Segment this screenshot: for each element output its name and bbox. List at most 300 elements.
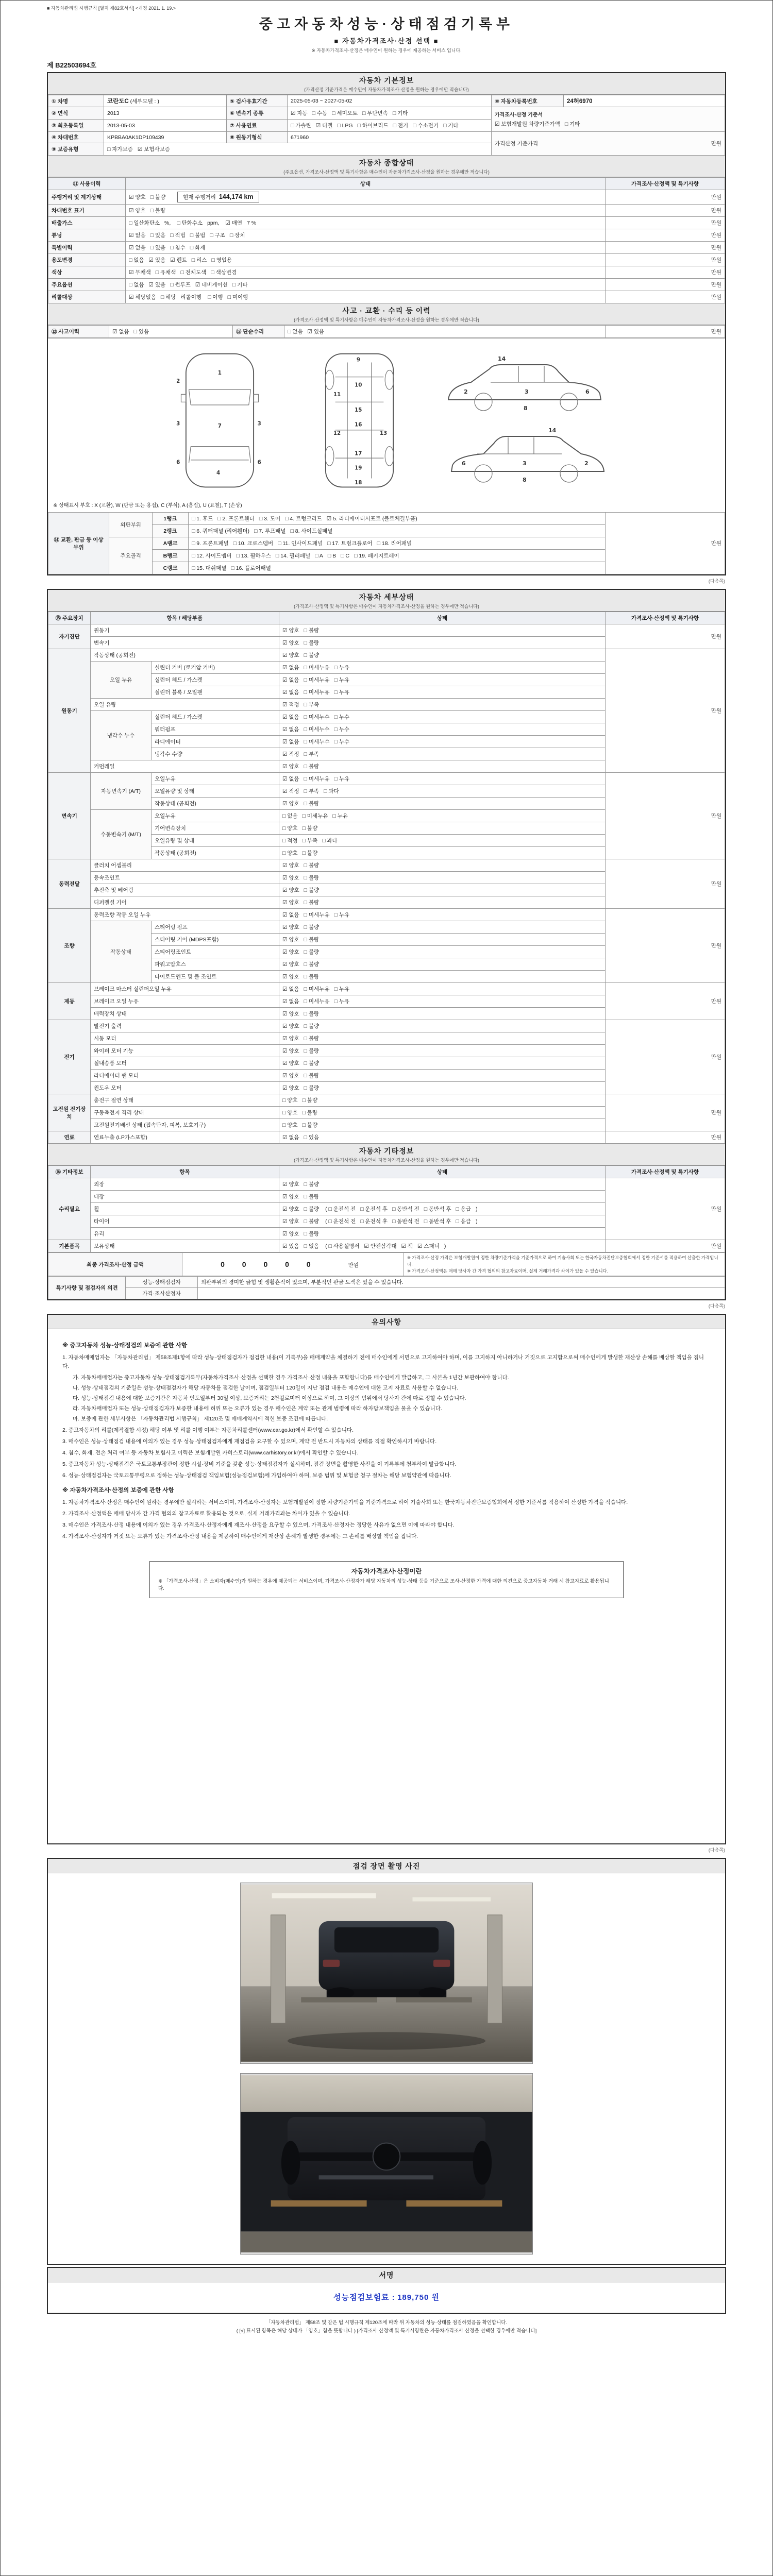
unchecked-checkbox[interactable]: □ 해당 [160,294,176,300]
unchecked-checkbox[interactable]: □ 운전석 후 [360,1218,388,1225]
checked-checkbox[interactable]: ☑ 매연 [225,220,243,226]
unchecked-checkbox[interactable]: □ 8. 사이드실패널 [290,528,333,534]
unchecked-checkbox[interactable]: □ 양호 [282,850,298,856]
device-label: 수리필요 [48,1178,91,1240]
unchecked-checkbox[interactable]: □ 누유 [334,665,350,671]
car-underbody-diagram [301,346,417,495]
unchecked-checkbox[interactable]: □ 불량 [304,1011,320,1017]
unchecked-checkbox[interactable]: □ 없음 [304,1243,320,1249]
device-label: 전기 [48,1020,91,1094]
state-checks [180,269,241,276]
unchecked-checkbox[interactable]: □ 양호 [282,825,298,832]
checked-checkbox[interactable]: ☑ 없음 [282,714,299,720]
unchecked-checkbox[interactable]: □ 없음 [282,813,298,819]
unchecked-checkbox[interactable]: □ 불량 [304,1048,320,1054]
checked-checkbox[interactable]: ☑ 해당없음 [129,294,156,300]
unchecked-checkbox[interactable]: □ 색상변경 [211,269,237,276]
checked-checkbox[interactable]: ☑ 스패너 [417,1243,440,1249]
item-label: 고전원전기배선 상태 (접속단자, 피복, 보호기구) [91,1119,279,1131]
item-state [279,760,606,773]
base-price-label: 가격산정 기준가격 [495,141,539,147]
unchecked-checkbox[interactable]: □ 불량 [304,875,320,881]
unchecked-checkbox[interactable]: □ 불량 [304,1073,320,1079]
side-number-front-fender-2: 2 [584,460,589,467]
unchecked-checkbox[interactable]: □ 불량 [304,1085,320,1091]
overall-header-row [48,178,725,190]
detail-header-item: 항목 / 해당부품 [91,612,279,624]
exchange-rank-table [48,512,725,574]
unchecked-checkbox[interactable]: □ 이행 [208,294,223,300]
unchecked-checkbox[interactable]: □ 미세누수 [304,739,330,745]
item-label: 작동상태 (공회전) [152,798,279,810]
checked-checkbox[interactable]: ☑ 적정 [282,751,299,757]
unchecked-checkbox[interactable]: □ 불량 [302,1110,318,1116]
unchecked-checkbox[interactable]: □ 7. 루프패널 [254,528,286,534]
unchecked-checkbox[interactable]: □ 없음 [129,282,144,288]
unchecked-checkbox[interactable]: □ 미세누유 [302,813,328,819]
extra-checks: ( □ 사용설명서 ☑ 안전삼각대 ☑ 잭 ☑ 스패너 ) [325,1243,446,1249]
state-text: 7 % [247,220,257,226]
unchecked-checkbox[interactable]: □ 장치 [229,232,245,239]
unchecked-checkbox[interactable]: □ 미세누유 [304,689,330,696]
unchecked-checkbox[interactable]: □ 17. 트렁크플로어 [327,540,373,547]
diagram-number-trunk-floor: 17 [355,450,362,457]
checked-checkbox[interactable]: ☑ 양호 [282,640,299,646]
unchecked-checkbox[interactable]: □ 썬루프 [170,282,191,288]
rank-items [189,525,606,537]
basic-row-4 [48,132,725,143]
unchecked-checkbox[interactable]: □ 누유 [334,998,350,1005]
simple-repair-checks [284,326,606,338]
diagram-number-cross-member: 10 [355,382,362,388]
unchecked-checkbox[interactable]: □ 동반석 후 [424,1218,451,1225]
unchecked-checkbox[interactable]: □ 불량 [304,937,320,943]
unchecked-checkbox[interactable]: □ 누수 [334,739,350,745]
unchecked-checkbox[interactable]: □ 과다 [324,788,339,794]
unchecked-checkbox[interactable]: □ 불량 [302,1122,318,1128]
unchecked-checkbox[interactable]: □ 불량 [150,208,166,214]
unchecked-checkbox[interactable]: □ 수소전기 [413,123,439,129]
item-state [279,859,606,872]
state-checks [129,208,170,214]
checked-checkbox[interactable]: ☑ 있음 [148,257,166,263]
item-state [279,1215,606,1228]
unchecked-checkbox[interactable]: □ 불량 [304,764,320,770]
unchecked-checkbox[interactable]: □ 불량 [150,194,166,200]
unchecked-checkbox[interactable]: □ 동반석 전 [392,1206,419,1212]
unchecked-checkbox[interactable]: □ 불량 [304,1218,320,1225]
checked-checkbox[interactable]: ☑ 안전삼각대 [364,1243,397,1249]
car-side-views [441,352,611,488]
unchecked-checkbox[interactable]: □ 9. 프론트패널 [192,540,229,547]
unchecked-checkbox[interactable]: □ 양호 [282,1110,298,1116]
overall-header-state: 상태 [126,178,606,190]
item-label: 외장 [91,1178,279,1191]
checked-checkbox[interactable]: ☑ 없음 [282,726,299,733]
checked-checkbox[interactable]: ☑ 보험사보증 [137,146,170,152]
unchecked-checkbox[interactable]: □ 불량 [304,924,320,930]
notice-subitem: 다. 성능·상태점검 내용에 대한 보증기간은 자동차 인도일부터 30일 이상, 보증거리는 2천킬로미터 이상으로 하며, 그 이상의 범위에서 당사자 간에 따로 정할 수 있습니다. [73,1395,466,1401]
item-state [279,810,606,822]
item-label: 내장 [91,1191,279,1203]
accident-price-cell: 만원 [606,326,725,338]
rank-items [189,513,606,525]
item-state [279,946,606,958]
unchecked-checkbox[interactable]: □ 15. 대쉬패널 [192,565,227,571]
etc-header-row [48,1166,725,1178]
unchecked-checkbox[interactable]: □ LPG [337,123,353,129]
checked-checkbox[interactable]: ☑ 양호 [282,900,299,906]
checked-checkbox[interactable]: ☑ 양호 [282,937,299,943]
unchecked-checkbox[interactable]: □ 기타 [232,282,248,288]
unchecked-checkbox[interactable]: □ 불법 [190,232,206,239]
unchecked-checkbox[interactable]: □ 불량 [304,961,320,968]
unchecked-checkbox[interactable]: □ 불량 [304,1194,320,1200]
checked-checkbox[interactable]: ☑ 양호 [282,1073,299,1079]
checked-checkbox[interactable]: ☑ 양호 [282,1181,299,1188]
unchecked-checkbox[interactable]: □ 불량 [304,900,320,906]
opinion-appraiser-text [198,1288,725,1299]
unchecked-checkbox[interactable]: □ 불량 [304,801,320,807]
item-state [279,872,606,884]
diagram-number-front-panel: 9 [356,357,361,363]
checked-checkbox[interactable]: ☑ 양호 [282,961,299,968]
unchecked-checkbox[interactable]: □ 전체도색 [180,269,207,276]
unchecked-checkbox[interactable]: □ 미세누수 [304,714,330,720]
checked-checkbox[interactable]: ☑ 네비게이션 [195,282,228,288]
unchecked-checkbox[interactable]: □ 불량 [304,628,320,634]
unchecked-checkbox[interactable]: □ 기타 [443,123,459,129]
notice-title: 유의사항 [371,1318,402,1327]
unchecked-checkbox[interactable]: □ 미세누유 [304,986,330,992]
item-label: 브레이크 마스터 실린더오일 누유 [91,983,279,995]
unchecked-checkbox[interactable]: □ 동반석 후 [424,1206,451,1212]
checked-checkbox[interactable]: ☑ 양호 [282,1023,299,1029]
device-row [48,773,725,785]
checked-checkbox[interactable]: ☑ 자동 [291,110,308,116]
checked-checkbox[interactable]: ☑ 없음 [282,986,299,992]
checked-checkbox[interactable]: ☑ 없음 [129,245,146,251]
unchecked-checkbox[interactable]: □ B [327,553,337,559]
unchecked-checkbox[interactable]: □ 불량 [304,974,320,980]
accident-title: 사고 · 교환 · 수리 등 이력 [342,307,431,315]
accident-note: (가격조사·산정액 및 특기사항은 매수인이 자동차가격조사·산정을 원하는 경우에만 적습니다) [294,317,479,323]
unchecked-checkbox[interactable]: □ 영업용 [211,257,232,263]
checked-checkbox[interactable]: ☑ 양호 [282,1048,299,1054]
checked-checkbox[interactable]: ☑ 없음 [282,677,299,683]
unchecked-checkbox[interactable]: □ C [341,553,350,559]
item-label: 오일유량 및 상태 [152,835,279,847]
accident-history-checks [109,326,233,338]
checked-checkbox[interactable]: ☑ 양호 [282,1036,299,1042]
item-label: 구동축전지 격리 상태 [91,1107,279,1119]
unchecked-checkbox[interactable]: □ 부족 [304,702,320,708]
checked-checkbox[interactable]: ☑ 없음 [282,912,299,918]
device-row [48,983,725,995]
checked-checkbox[interactable]: ☑ 없음 [282,1134,299,1141]
unchecked-checkbox[interactable]: □ 불량 [304,1231,320,1237]
notice-section-bar [48,1315,725,1329]
checked-checkbox[interactable]: ☑ 양호 [282,1218,299,1225]
checked-checkbox[interactable]: ☑ 무채색 [129,269,151,276]
unchecked-checkbox[interactable]: □ 누유 [334,689,350,696]
group-price: 만원 [606,1094,725,1131]
checked-checkbox[interactable]: ☑ 없음 [129,232,146,239]
page-title: 중고자동차성능·상태점검기록부 [259,16,514,32]
diagram-number-quarter-right: 6 [257,459,261,466]
state-text: ppm, [207,220,220,226]
device-row [48,649,725,662]
final-price-value-cell [182,1253,404,1276]
notice-item: 4. 가격조사·산정자가 거짓 또는 오류가 있는 가격조사·산정 내용을 제공하여 매수인에게 재산상 손해가 발생한 경우에는 그 손해를 배상할 책임을 집니다. [62,1533,418,1539]
unchecked-checkbox[interactable]: □ 적법 [170,232,186,239]
checked-checkbox[interactable]: ☑ 양호 [129,208,146,214]
checked-checkbox[interactable]: ☑ 양호 [282,1194,299,1200]
checked-checkbox[interactable]: ☑ 적정 [282,788,299,794]
checked-checkbox[interactable]: ☑ 양호 [282,652,299,658]
checked-checkbox[interactable]: ☑ 양호 [282,801,299,807]
checked-checkbox[interactable]: ☑ 양호 [282,924,299,930]
state-checks [170,232,210,239]
unchecked-checkbox[interactable]: □ 부족 [304,788,320,794]
unchecked-checkbox[interactable]: □ 리스 [191,257,207,263]
unchecked-checkbox[interactable]: □ 응급 [456,1218,472,1225]
unchecked-checkbox[interactable]: □ 불량 [304,1036,320,1042]
diagram-number-trunk: 4 [216,470,221,476]
unchecked-checkbox[interactable]: □ 탄화수소 [177,220,203,226]
checked-checkbox[interactable]: ☑ 있음 [148,282,166,288]
unchecked-checkbox[interactable]: □ 있음 [133,329,149,335]
checked-checkbox[interactable]: ☑ 양호 [282,1231,299,1237]
checked-checkbox[interactable]: ☑ 양호 [282,974,299,980]
unchecked-checkbox[interactable]: □ 누유 [334,776,350,782]
unchecked-checkbox[interactable]: □ 미세누유 [304,998,330,1005]
unchecked-checkbox[interactable]: □ 사용설명서 [328,1243,360,1249]
unchecked-checkbox[interactable]: □ 무단변속 [362,110,388,116]
unchecked-checkbox[interactable]: □ 불량 [304,652,320,658]
unchecked-checkbox[interactable]: □ 없음 [129,257,144,263]
item-state [279,649,606,662]
unchecked-checkbox[interactable]: □ 1. 후드 [192,516,213,522]
model-year-value: 2013 [104,107,227,120]
unchecked-checkbox[interactable]: □ 부족 [302,838,318,844]
opinion-inspector-label: 성능·상태점검자 [126,1277,198,1288]
checked-checkbox[interactable]: ☑ 양호 [282,875,299,881]
signature-section-bar [48,2268,725,2282]
checked-checkbox[interactable]: ☑ 양호 [129,194,146,200]
final-price-table [48,1252,725,1276]
unchecked-checkbox[interactable]: □ 미이행 [227,294,248,300]
signature-box [47,2267,726,2314]
unchecked-checkbox[interactable]: □ 미세누유 [304,677,330,683]
unchecked-checkbox[interactable]: □ 하이브리드 [357,123,389,129]
item-label: 유리 [91,1228,279,1240]
side-number-sill: 8 [524,405,528,412]
unchecked-checkbox[interactable]: □ 누유 [332,813,348,819]
unchecked-checkbox[interactable]: □ 자가보증 [107,146,133,152]
unchecked-checkbox[interactable]: □ 18. 리어패널 [377,540,412,547]
item-state [279,1070,606,1082]
diagram-number-quarter: 6 [176,459,180,466]
unchecked-checkbox[interactable]: □ 누유 [334,986,350,992]
checked-checkbox[interactable]: ☑ 5. 라디에이터서포트 (볼트체결부품) [326,516,417,522]
unchecked-checkbox[interactable]: □ 불량 [304,1181,320,1188]
unchecked-checkbox[interactable]: □ 기타 [564,121,580,127]
unchecked-checkbox[interactable]: □ 가솔린 [291,123,311,129]
unchecked-checkbox[interactable]: □ 3. 도어 [259,516,281,522]
side-number-sill-2: 8 [523,477,527,483]
unchecked-checkbox[interactable]: □ 6. 쿼터패널 (리어휀더) [192,528,249,534]
checked-checkbox[interactable]: ☑ 없음 [112,329,129,335]
unchecked-checkbox[interactable]: □ 양호 [282,1097,298,1104]
diagram-number-dash-panel: 15 [355,407,362,414]
opinion-row-appraiser [48,1288,725,1299]
checked-checkbox[interactable]: ☑ 적정 [282,702,299,708]
unchecked-checkbox[interactable]: □ 불량 [304,862,320,869]
notice-body [48,1329,725,1550]
unchecked-checkbox[interactable]: □ 적정 [282,838,298,844]
page-subtitle-note: ※ 자동차가격조사·산정은 매수인이 원하는 경우에 제공하는 서비스 입니다. [311,48,462,53]
detail-section-bar [48,590,725,612]
checked-checkbox[interactable]: ☑ 있음 [307,329,325,335]
item-state [279,921,606,934]
item-state [279,662,606,674]
unchecked-checkbox[interactable]: □ 4. 트렁크리드 [285,516,322,522]
unchecked-checkbox[interactable]: □ 기타 [392,110,408,116]
unchecked-checkbox[interactable]: □ 있음 [150,245,166,251]
item-label: 타이어 [91,1215,279,1228]
insurance-fee-row [48,2282,725,2313]
unchecked-checkbox[interactable]: □ 12. 사이드멤버 [192,553,232,559]
unchecked-checkbox[interactable]: □ A [315,553,323,559]
unchecked-checkbox[interactable]: □ 구조 [210,232,225,239]
row-label: 배출가스 [48,217,126,229]
unchecked-checkbox[interactable]: □ 미세누유 [304,912,330,918]
item-label: 와이퍼 모터 기능 [91,1045,279,1057]
diagram-number-rear-panel: 18 [355,479,362,486]
outer-panel-label: 외판부위 [109,513,153,537]
unchecked-checkbox[interactable]: □ 운전석 전 [328,1218,356,1225]
unchecked-checkbox[interactable]: □ 유채색 [155,269,176,276]
unchecked-checkbox[interactable]: □ 누유 [334,912,350,918]
checked-checkbox[interactable]: ☑ 양호 [282,1085,299,1091]
item-state [279,1191,606,1203]
state-checks [170,257,237,263]
checked-checkbox[interactable]: ☑ 양호 [282,862,299,869]
checked-checkbox[interactable]: ☑ 양호 [282,887,299,893]
unchecked-checkbox[interactable]: □ 불량 [302,1097,318,1104]
unchecked-checkbox[interactable]: □ 불량 [304,1060,320,1066]
unchecked-checkbox[interactable]: □ 누수 [334,714,350,720]
checked-checkbox[interactable]: ☑ 보험개발원 차량기준가액 [495,121,560,127]
unchecked-checkbox[interactable]: □ 불량 [304,1206,320,1212]
item-state [279,971,606,983]
unchecked-checkbox[interactable]: □ 불량 [302,825,318,832]
unchecked-checkbox[interactable]: □ 세미오토 [332,110,358,116]
unchecked-checkbox[interactable]: □ 운전석 전 [328,1206,356,1212]
unchecked-checkbox[interactable]: □ 양호 [282,1122,298,1128]
unchecked-checkbox[interactable]: □ 16. 플로어패널 [231,565,271,571]
rank-items [189,550,606,562]
row-label: 용도변경 [48,254,126,266]
section-box-1 [47,72,726,575]
unchecked-checkbox[interactable]: □ 누유 [334,677,350,683]
unchecked-checkbox[interactable]: □ 전기 [393,123,409,129]
car-diagram-area [48,338,725,499]
item-state [279,1032,606,1045]
unchecked-checkbox[interactable]: □ 응급 [456,1206,472,1212]
unchecked-checkbox[interactable]: □ 화재 [190,245,206,251]
unchecked-checkbox[interactable]: □ 19. 패키지트레이 [354,553,399,559]
unchecked-checkbox[interactable]: □ 불량 [304,887,320,893]
unchecked-checkbox[interactable]: □ 과다 [322,838,338,844]
unchecked-checkbox[interactable]: □ 미세누유 [304,665,330,671]
checked-checkbox[interactable]: ☑ 없음 [282,998,299,1005]
checked-checkbox[interactable]: ☑ 디젤 [315,123,333,129]
section-box-4 [47,1858,726,2265]
checked-checkbox[interactable]: ☑ 렌트 [170,257,187,263]
unchecked-checkbox[interactable]: □ 2. 프론트휀더 [217,516,255,522]
unchecked-checkbox[interactable]: □ 침수 [170,245,186,251]
checked-checkbox[interactable]: ☑ 양호 [282,1011,299,1017]
unchecked-checkbox[interactable]: □ 없음 [288,329,303,335]
unchecked-checkbox[interactable]: □ 있음 [304,1134,320,1141]
unchecked-checkbox[interactable]: □ 13. 휠하우스 [236,553,271,559]
item-label: 워터펌프 [152,723,279,736]
unchecked-checkbox[interactable]: □ 있음 [150,232,166,239]
device-row [48,909,725,921]
rank-label: 1랭크 [153,513,189,525]
checked-checkbox[interactable]: ☑ 양호 [282,1206,299,1212]
unchecked-checkbox[interactable]: □ 불량 [302,850,318,856]
opinion-inspector-text: 외판부위의 경미한 긁힘 및 생활흔적이 있으며, 부분적인 판금 도색은 있을 수 있습니다. [198,1277,725,1288]
rank-section-label: ⑭ 교환, 판금 등 이상 부위 [48,513,109,574]
unchecked-checkbox[interactable]: □ 일산화탄소 [129,220,160,226]
unchecked-checkbox[interactable]: □ 동반석 전 [392,1218,419,1225]
unchecked-checkbox[interactable]: □ 불량 [304,640,320,646]
unchecked-checkbox[interactable]: □ 운전석 후 [360,1206,388,1212]
unchecked-checkbox[interactable]: □ 10. 크로스멤버 [233,540,274,547]
unchecked-checkbox[interactable]: □ 미세누유 [304,776,330,782]
unchecked-checkbox[interactable]: □ 부족 [304,751,320,757]
checked-checkbox[interactable]: ☑ 없음 [282,689,299,696]
unchecked-checkbox[interactable]: □ 미세누수 [304,726,330,733]
unchecked-checkbox[interactable]: □ 14. 필러패널 [275,553,311,559]
row-label: 특별이력 [48,242,126,254]
overall-row [48,242,725,254]
first-registration-value: 2013-05-03 [104,120,227,132]
checked-checkbox[interactable]: ☑ 없음 [282,776,299,782]
unchecked-checkbox[interactable]: □ 수동 [312,110,328,116]
final-price-notes [404,1253,725,1276]
device-row [48,1178,725,1191]
item-label: 작동상태 (공회전) [91,649,279,662]
item-label: 기어변속장치 [152,822,279,835]
checked-checkbox[interactable]: ☑ 있음 [282,1243,299,1249]
unchecked-checkbox[interactable]: □ 11. 인사이드패널 [278,540,323,547]
checked-checkbox[interactable]: ☑ 양호 [282,949,299,955]
notice-item: 2. 가격조사·산정액은 매매 당사자 간 가격 협의의 참고자료로 활용되는 것으로, 실제 거래가격과는 차이가 있을 수 있습니다. [62,1510,350,1517]
checked-checkbox[interactable]: ☑ 양호 [282,764,299,770]
checked-checkbox[interactable]: ☑ 없음 [282,665,299,671]
checked-checkbox[interactable]: ☑ 잭 [401,1243,413,1249]
checked-checkbox[interactable]: ☑ 없음 [282,739,299,745]
checked-checkbox[interactable]: ☑ 양호 [282,628,299,634]
checked-checkbox[interactable]: ☑ 양호 [282,1060,299,1066]
unchecked-checkbox[interactable]: □ 불량 [304,949,320,955]
unchecked-checkbox[interactable]: □ 불량 [304,1023,320,1029]
unchecked-checkbox[interactable]: □ 누수 [334,726,350,733]
